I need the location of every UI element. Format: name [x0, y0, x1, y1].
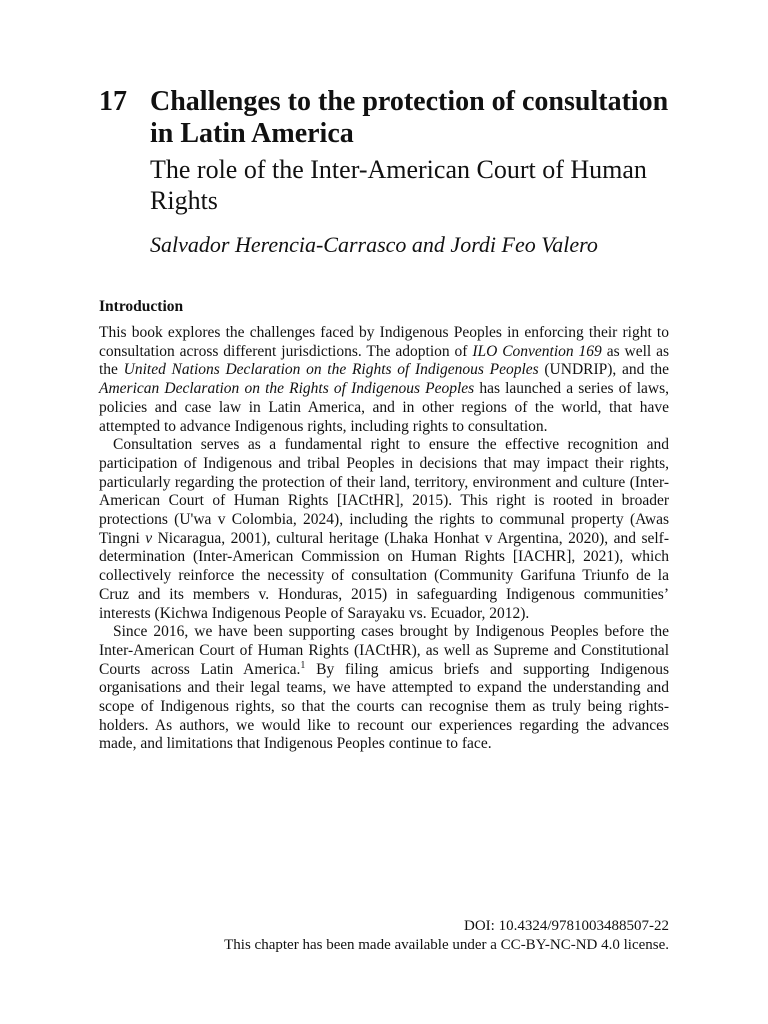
paragraph-1 [99, 324, 669, 436]
section-heading: Introduction [99, 298, 184, 315]
body-text [99, 324, 669, 754]
text-span: By filing amicus briefs and supporting Indigenous organisations and their legal teams, we have attempted to expand the understanding and scope of Indigenous rights, so that the courts can recognise them as truly being rights-holders. As authors, we would like to recount our experiences regarding the advances made, and limitations that Indigenous Peoples continue to face. [99, 660, 669, 753]
text-span: Since 2016, we have been supporting cases brought by Indigenous Peoples before the Inter-American Court of Human Rights (IACtHR), as well as Supreme and Constitutional Courts across Latin America. [99, 623, 669, 678]
chapter-subtitle: The role of the Inter-American Court of Human Rights [150, 155, 647, 215]
chapter-title: Challenges to the protection of consultation in Latin America [150, 86, 669, 149]
text-span: This book explores the challenges faced by Indigenous Peoples in enforcing their right to consultation across different jurisdictions. The adoption of [99, 324, 669, 360]
italic-title: American Declaration on the Rights of Indigenous Peoples [99, 380, 475, 398]
paragraph-2 [99, 436, 669, 623]
doi-line: DOI: 10.4324/9781003488507-22 [464, 918, 669, 934]
text-span: Consultation serves as a fundamental right to ensure the effective recognition and participation of Indigenous and tribal Peoples in decisions that may impact their rights, particularly regarding the protection of their land, territory, environment and culture (Inter-American Court of Human Rights [IACtHR], 2015). This right is rooted in broader protections (U'wa v Colombia, 2024), including the rights to communal property (Awas Tingni [99, 436, 669, 547]
text-span: as well as the [99, 342, 670, 379]
chapter-authors: Salvador Herencia-Carrasco and Jordi Feo Valero [150, 232, 598, 257]
page-footer [99, 917, 669, 955]
text-span: Nicaragua, 2001), cultural heritage (Lhaka Honhat v Argentina, 2020), and self-determination (Inter-American Commission on Human Rights [IACHR], 2021), which collectively reinforce the necessity of consultation (Community Garifuna Triunfo de la Cruz and its members v. Honduras, 2015) in safeguarding Indigenous communities’ interests (Kichwa Indigenous People of Sarayaku vs. Ecuador, 2012). [99, 529, 669, 622]
chapter-number: 17 [99, 86, 127, 117]
italic-title: United Nations Declaration on the Rights of Indigenous Peoples [123, 361, 539, 379]
text-span: has launched a series of laws, policies and case law in Latin America, and in other regions of the world, that have attempted to advance Indigenous rights, including rights to consultation. [99, 380, 669, 435]
footnote-reference[interactable]: 1 [300, 659, 306, 671]
paragraph-3 [99, 623, 669, 754]
italic-text: v [145, 529, 153, 547]
license-line: This chapter has been made available under a CC-BY-NC-ND 4.0 license. [224, 937, 669, 953]
text-span: (UNDRIP), and the [538, 361, 670, 379]
italic-title: ILO Convention 169 [472, 342, 602, 360]
